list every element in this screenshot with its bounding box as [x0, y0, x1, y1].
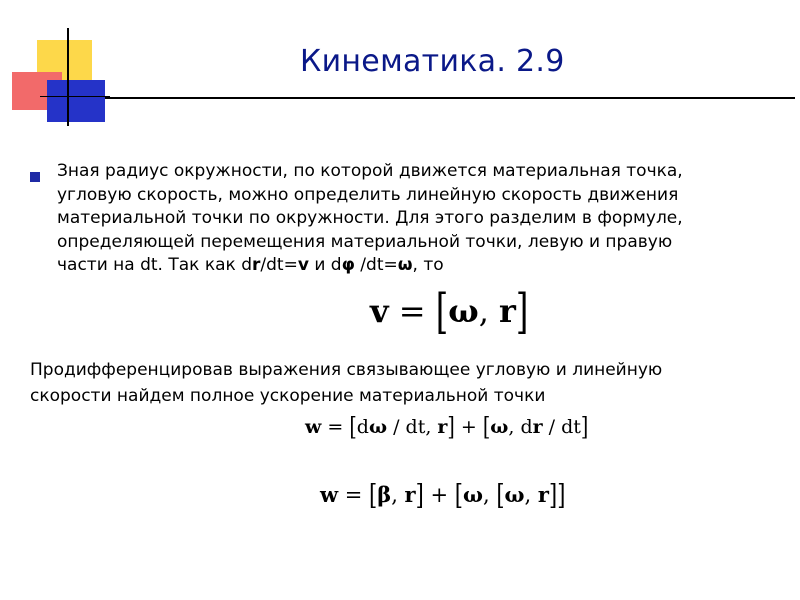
- formula-symbol: +: [423, 483, 455, 507]
- formula-bracket: ]: [447, 412, 455, 442]
- text-fragment: /dt=: [354, 255, 398, 275]
- paragraph-2: [30, 357, 790, 409]
- vector-omega: ω: [397, 255, 413, 275]
- paragraph-1: [57, 160, 787, 278]
- formula-symbol: r: [404, 482, 416, 507]
- formula-bracket: [: [496, 478, 505, 512]
- formula-symbol: =: [338, 483, 370, 507]
- formula-symbol: d: [356, 416, 369, 438]
- formula-symbol: ω: [504, 482, 525, 507]
- formula-symbol: β: [377, 482, 392, 507]
- decorative-logo: [0, 0, 130, 130]
- formula-bracket: [: [435, 282, 449, 340]
- logo-vertical-line: [67, 28, 69, 126]
- formula-symbol: ω: [448, 292, 479, 330]
- formula-bracket: ]: [548, 478, 558, 512]
- formula-bracket: [: [454, 478, 463, 512]
- formula-symbol: ,: [524, 483, 538, 507]
- formula-bracket: ]: [557, 478, 566, 512]
- formula-symbol: / dt,: [387, 416, 438, 438]
- formula-symbol: / dt: [542, 416, 581, 438]
- paragraph-2-line-2: скорости найдем полное ускорение материальной точки: [30, 386, 546, 406]
- text-fragment: части на dt. Так как d: [57, 255, 252, 275]
- paragraph-1-line-4: определяющей перемещения материальной точки, левую и правую: [57, 231, 673, 252]
- formula-symbol: r: [532, 416, 543, 438]
- formula-symbol: ,: [482, 483, 497, 507]
- paragraph-1-line-1: Зная радиус окружности, по которой движется материальная точка,: [57, 161, 683, 181]
- logo-blue-square: [47, 80, 105, 122]
- text-fragment: /dt=: [260, 255, 298, 275]
- formula-bracket: ]: [515, 282, 529, 340]
- formula-symbol: =: [321, 416, 350, 438]
- paragraph-1-line-3: материальной точки по окружности. Для этого разделим в формуле,: [57, 208, 683, 228]
- formula-symbol: +: [454, 416, 483, 438]
- formula-symbol: w: [320, 482, 339, 507]
- formula-symbol: w: [305, 416, 322, 438]
- formula-acceleration-1: [305, 412, 589, 442]
- formula-symbol: r: [499, 292, 516, 330]
- formula-symbol: , d: [508, 416, 533, 438]
- formula-symbol: ω: [368, 416, 388, 438]
- formula-symbol: r: [537, 482, 549, 507]
- paragraph-2-line-1: Продифференцировав выражения связывающее угловую и линейную: [30, 360, 663, 380]
- text-fragment: , то: [412, 255, 444, 275]
- text-fragment: и d: [308, 255, 342, 275]
- formula-symbol: ,: [391, 483, 405, 507]
- slide-title: Кинематика. 2.9: [300, 44, 565, 79]
- logo-horizontal-line: [40, 96, 110, 97]
- formula-bracket: [: [369, 478, 378, 512]
- vector-v: v: [297, 255, 309, 275]
- formula-acceleration-2: [320, 478, 566, 512]
- formula-symbol: r: [437, 416, 448, 438]
- formula-symbol: ω: [490, 416, 509, 438]
- formula-bracket: [: [482, 412, 491, 442]
- paragraph-1-line-5: [57, 254, 787, 278]
- bullet-marker: [30, 172, 40, 182]
- formula-symbol: v: [370, 292, 389, 330]
- title-rule: [105, 97, 795, 99]
- formula-bracket: ]: [415, 478, 424, 512]
- formula-symbol: ,: [478, 292, 500, 330]
- vector-phi: φ: [341, 255, 355, 275]
- paragraph-1-line-2: угловую скорость, можно определить линейную скорость движения: [57, 184, 679, 205]
- formula-symbol: =: [388, 292, 436, 330]
- formula-velocity: [370, 282, 529, 340]
- vector-r: r: [252, 255, 261, 275]
- formula-bracket: [: [349, 412, 357, 442]
- formula-symbol: ω: [462, 482, 483, 507]
- formula-bracket: ]: [580, 412, 589, 442]
